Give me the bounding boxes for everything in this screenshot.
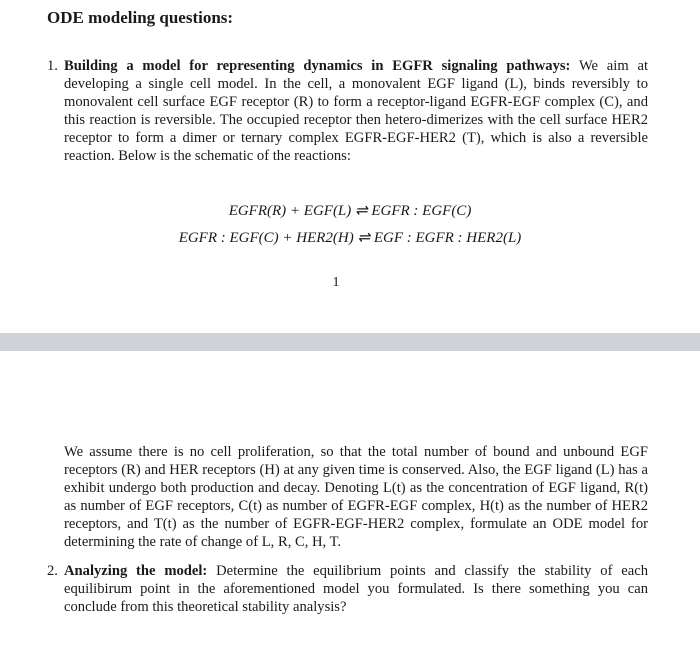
page-1 [0, 0, 700, 333]
item-1-body [64, 57, 648, 165]
section-title: ODE modeling questions: [47, 8, 234, 27]
item-1-heading: Building a model for representing dynamics in EGFR signaling pathways: [64, 58, 571, 74]
item-2-heading: Analyzing the model: [64, 563, 208, 579]
equation-2: EGFR : EGF(C) + HER2(H) ⇌ EGF : EGFR : HER2(L) [178, 230, 522, 246]
continuation-paragraph: We assume there is no cell proliferation, so that the total number of bound and unbound EGF receptors (R) and HER receptors (H) at any given time is conserved. Also, the EGF ligand (L) has a exhibit undergo both production and decay. Denoting L(t) as the concentration of EGF ligand, R(t) as number of EGF receptors, C(t) as number of EGFR-EGF complex, H(t) as the number of HER2 receptors, and T(t) as the number of EGFR-EGF-HER2 complex, formulate an ODE model for determining the rate of change of L, R, C, H, T. [64, 444, 648, 550]
item-1-number: 1. [47, 58, 58, 74]
item-2-body [64, 562, 648, 616]
page-separator [0, 333, 700, 351]
item-1-text: We aim at developing a single cell model. In the cell, a monovalent EGF ligand (L), binds reversibly to monovalent cell surface EGF receptor (R) to form a receptor-ligand EGFR-EGF complex (C), and this reaction is reversible. The occupied receptor then hetero-dimerizes with the cell surface HER2 receptor to form a dimer or ternary complex EGFR-EGF-HER2 (T), which is also a reversible reaction. Below is the schematic of the reactions: [64, 58, 649, 164]
item-2-text: Determine the equilibrium points and classify the stability of each equilibirum point in the aforementioned model you formulated. Is there something you can conclude from this theoretical stability analysis? [64, 563, 648, 615]
page-number: 1 [332, 275, 340, 290]
item-2-number: 2. [47, 563, 58, 579]
equation-1: EGFR(R) + EGF(L) ⇌ EGFR : EGF(C) [228, 203, 472, 219]
